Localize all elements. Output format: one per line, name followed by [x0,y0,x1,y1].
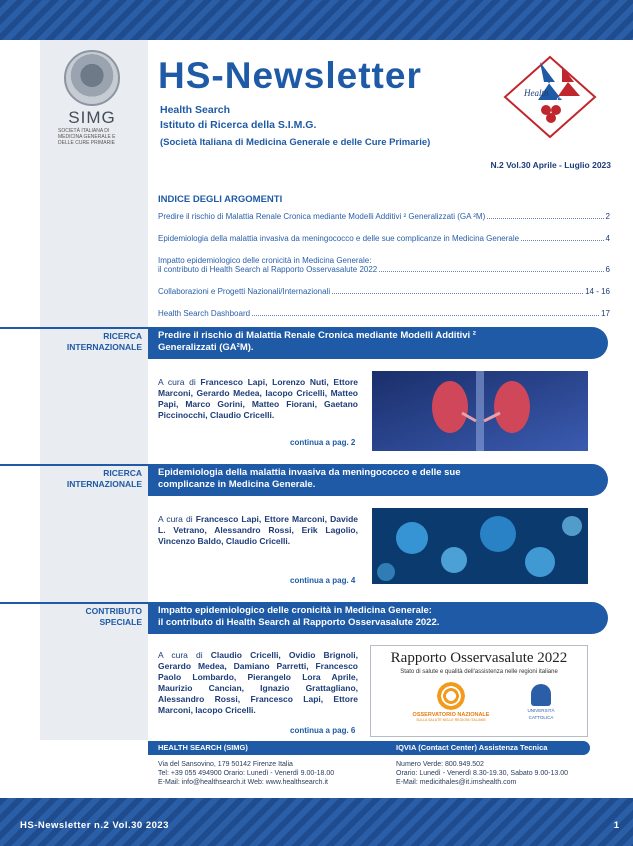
section-title-line2[interactable]: Generalizzati (GA²M). [158,342,254,353]
toc-item-page: 17 [601,309,610,318]
toc-item[interactable] [158,256,610,274]
toc-item-text[interactable]: Predire il rischio di Malattia Renale Cronica mediante Modelli Additivi ² Generalizzati (GA ²M) [158,212,486,221]
toc-leader [521,240,603,241]
contact-left [158,760,334,787]
curated-label: A cura di [158,650,203,660]
section-header-3 [0,602,608,634]
bottom-decorative-band [0,798,633,846]
hs-logo-word-search: Search [556,96,581,106]
simg-emblem-icon [64,50,120,106]
section-category-line1: RICERCA [103,468,142,478]
hs-logo-word-health: Health [524,88,549,98]
toc-item[interactable] [158,309,610,318]
simg-logo [52,50,132,146]
issue-info: N.2 Vol.30 Aprile - Luglio 2023 [490,160,611,170]
kidney-image [372,371,588,451]
section-category [40,331,142,353]
authors-list: Francesco Lapi, Ettore Marconi, Davide L. Vetrano, Alessandro Rossi, Erik Lagolio, Vincenzo Baldo, Claudio Cricelli. [158,514,358,546]
toc-item-page: 2 [605,212,610,221]
toc-title: INDICE DEGLI ARGOMENTI [158,194,283,205]
toc-item[interactable] [158,287,610,296]
contact-hours: Orario: Lunedì - Venerdì 8.30-19.30, Sabato 9.00-13.00 [396,770,569,777]
page-number: 1 [613,820,619,831]
section-rule [0,602,148,604]
osservatorio-subtitle: SULLA SALUTE NELLE REGIONI ITALIANE [416,718,486,722]
toc-item-text[interactable]: Health Search Dashboard [158,309,251,318]
toc-item-page: 4 [605,234,610,243]
authors-list: Francesco Lapi, Lorenzo Nuti, Ettore Marconi, Gerardo Medea, Iacopo Cricelli, Matteo Papi, Marco Gorini, Matteo Fiorani, Gaetano Piccinocchi, Claudio Cricelli. [158,377,358,420]
section-rule [0,464,148,466]
toc-leader [332,293,583,294]
section-title-line1[interactable]: Impatto epidemiologico delle cronicità in Medicina Generale: [158,605,432,616]
newsletter-title: HS-Newsletter [158,55,422,96]
health-search-logo [500,52,600,142]
osservasalute-report-card [370,645,588,737]
university-line1: UNIVERSITÀ [527,708,555,713]
continue-link[interactable]: continua a pag. 2 [290,438,356,447]
authors-list: Claudio Cricelli, Ovidio Brignoli, Gerardo Medea, Damiano Parretti, Francesco Paolo Lombardo, Pierangelo Lora Aprile, Maurizio Cancian, Ignazio Grattagliano, Alessandro Rossi, Francesco Lapi, Ettore Marconi, Iacopo Cricelli. [158,650,358,715]
toc-item-text[interactable]: Epidemiologia della malattia invasiva da meningococco e delle sue complicanze in Medicina Generale [158,234,520,243]
toc-item-text[interactable]: Impatto epidemiologico delle cronicità in Medicina Generale: [158,256,372,265]
continue-link[interactable]: continua a pag. 6 [290,726,356,735]
bacteria-image [372,508,588,584]
section-title-line2[interactable]: il contributo di Health Search al Rapporto Osservasalute 2022. [158,617,440,628]
table-of-contents [158,212,610,331]
section-title-line1[interactable]: Epidemiologia della malattia invasiva da meningococco e delle sue [158,467,461,478]
simg-subtitle: SOCIETÀ ITALIANA DI MEDICINA GENERALE E DELLE CURE PRIMARIE [58,128,116,146]
toc-item-page: 6 [605,265,610,274]
section-category-line1: RICERCA [103,331,142,341]
report-title: Rapporto Osservasalute 2022 [390,650,568,666]
toc-leader [252,315,599,316]
org-name: Health Search [160,104,231,116]
section-category [40,606,142,628]
section-category [40,468,142,490]
university-crest-icon [531,684,551,706]
org-institute: Istituto di Ricerca della S.I.M.G. [160,119,317,131]
toc-leader [379,271,603,272]
footer-issue: HS-Newsletter n.2 Vol.30 2023 [20,820,169,831]
top-decorative-band [0,0,633,40]
section-header-1 [0,327,608,359]
section-category-line1: CONTRIBUTO [85,606,142,616]
university-line2: CATTOLICA [528,715,554,720]
contact-phone: Tel: +39 055 494900 Orario: Lunedì - Venerdì 9.00-18.00 [158,770,335,777]
continue-link[interactable]: continua a pag. 4 [290,576,356,585]
curated-label: A cura di [158,514,193,524]
toc-item-text-line2[interactable]: il contributo di Health Search al Rapporto Osservasalute 2022 [158,265,378,274]
toc-leader [487,218,603,219]
section-title[interactable] [158,467,598,491]
section-title[interactable] [158,330,598,354]
osservatorio-logo [401,682,501,722]
section-category-line2: INTERNAZIONALE [66,342,142,352]
section-authors [158,377,358,421]
toc-item[interactable] [158,234,610,243]
section-title-line2[interactable]: complicanze in Medicina Generale. [158,479,316,490]
section-title[interactable] [158,605,598,629]
section-header-2 [0,464,608,496]
osservatorio-emblem-icon [437,682,465,710]
osservatorio-title: OSSERVATORIO NAZIONALE [412,712,490,718]
report-subtitle: Stato di salute e qualità dell'assistenza nelle regioni italiane [400,669,558,675]
toc-item-page: 14 - 16 [585,287,610,296]
curated-label: A cura di [158,377,196,387]
university-logo [521,684,561,720]
contact-toll-free: Numero Verde: 800.949.502 [396,761,484,768]
contact-left-title: HEALTH SEARCH (SIMG) [158,743,248,752]
contact-address: Via del Sansovino, 179 50142 Firenze Italia [158,761,293,768]
simg-name: SIMG [68,108,116,127]
section-authors [158,650,358,716]
section-authors [158,514,358,547]
contact-right [396,760,568,787]
toc-item[interactable] [158,212,610,221]
contact-right-title: IQVIA (Contact Center) Assistenza Tecnica [396,743,548,752]
contact-header-bar [148,741,590,755]
section-category-line2: INTERNAZIONALE [66,479,142,489]
section-title-line1[interactable]: Predire il rischio di Malattia Renale Cronica mediante Modelli Additivi ² [158,330,476,341]
org-society: (Società Italiana di Medicina Generale e delle Cure Primarie) [160,137,431,148]
contact-email-web[interactable]: E-Mail: info@healthsearch.it Web: www.healthsearch.it [158,779,328,786]
toc-item-text[interactable]: Collaborazioni e Progetti Nazionali/Internazionali [158,287,331,296]
contact-email[interactable]: E-Mail: medicithales@it.imshealth.com [396,779,517,786]
section-category-line2: SPECIALE [99,617,142,627]
section-rule [0,327,148,329]
